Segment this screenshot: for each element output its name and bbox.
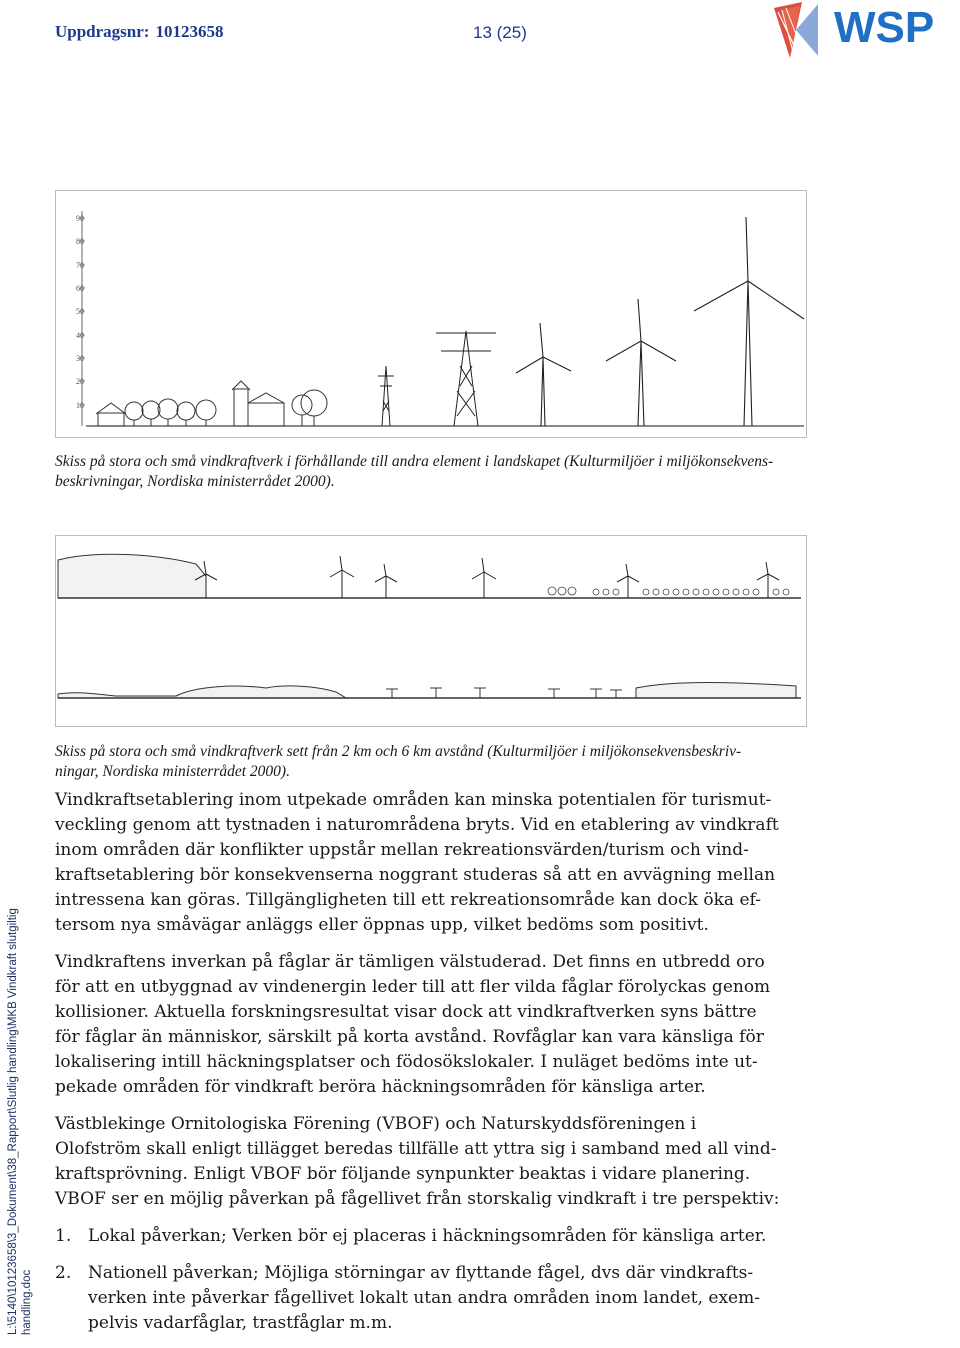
file-path-line1: L:\5140\10123658\3_Dokument\38_Rapport\Slutlig handling\MKB Vindkraft slutgiltig [7,908,19,1335]
y-tick: 40 [76,331,84,340]
y-tick: 70 [76,261,84,270]
file-path-line2: handling.doc [21,1269,33,1335]
scale-sketch-figure [55,190,807,438]
list-item-number: 1. [55,1226,72,1246]
large-wind-turbine-icon [694,217,804,426]
y-tick: 20 [76,377,84,386]
y-tick: 30 [76,354,84,363]
assignment-label: Uppdragsnr: [55,22,150,41]
y-tick: 10 [76,401,84,410]
list-item-number: 2. [55,1263,72,1283]
list-item [55,1224,780,1249]
distance-sketch-drawing [56,536,806,726]
near-turbines-icon [195,556,779,598]
figure1-caption: Skiss på stora och små vindkraftverk i förhållande till andra element i landskapet (Kulturmiljöer i miljökonsekvens-beskrivningar, Nordiska ministerrådet 2000). [55,453,774,490]
y-tick: 90 [76,214,84,223]
scale-sketch-drawing [56,191,806,437]
distance-sketch-figure [55,535,807,727]
impact-list [55,1224,780,1336]
logo-wordmark: WSP [834,3,935,52]
page-number: 13 (25) [473,23,527,42]
y-tick: 50 [76,307,84,316]
list-item-text: Nationell påverkan; Möjliga störningar av flyttande fågel, dvs där vindkrafts-verken inte påverkar fågellivet lokalt utan andra områden inom landet, exem-pelvis vadarfåglar, trastfåglar m.m. [88,1263,760,1333]
far-turbines-icon [386,688,622,698]
medium-wind-turbine-icon [606,299,676,426]
paragraph-birds: Vindkraftens inverkan på fåglar är tämligen välstuderad. Det finns en utbredd oro för att en utbyggnad av vindenergin leder till att fler vilda fåglar förolyckas genom kollisioner. Aktuella forskningsresultat visar dock att vindkraftverken syns bättre för fåglar än människor, särskilt på korta avstånd. Rovfåglar kan vara känsliga för lokalisering intill häckningsplatser och födosökslokaler. I nuläget bedöms inte ut-pekade områden för vindkraft beröra häckningsområden för känsliga arter. [55,952,771,1097]
wsp-logo [772,0,960,62]
tree-group-icon [125,399,216,426]
paragraph-vbof: Västblekinge Ornitologiska Förening (VBOF) och Naturskyddsföreningen i Olofström skall enligt tillägget beredas tillfälle att yttra sig i samband med all vind-kraftsprövning. Enligt VBOF bör följande synpunkter beaktas i vidare planering. VBOF ser en möjlig påverkan på fågellivet från storskalig vindkraft i tre perspektiv: [55,1114,780,1209]
list-item [55,1261,780,1336]
body-text [55,788,780,1348]
list-item-text: Lokal påverkan; Verken bör ej placeras i häckningsområden för känsliga arter. [88,1226,767,1246]
large-pylon-icon [436,331,496,426]
near-hedge-icon [548,587,789,595]
small-wind-turbine-icon [516,323,571,426]
house-icon [96,403,126,426]
assignment-value: 10123658 [155,22,224,41]
church-icon [232,381,327,426]
assignment-number [55,22,223,42]
y-tick: 60 [76,284,84,293]
file-path [6,895,34,1335]
small-pylon-icon [378,366,394,426]
figure2-caption: Skiss på stora och små vindkraftverk sett från 2 km och 6 km avstånd (Kulturmiljöer i miljökonsekvensbeskriv-ningar, Nordiska ministerrådet 2000). [55,743,742,780]
paragraph-tourism: Vindkraftsetablering inom utpekade områden kan minska potentialen för turismut-veckling genom att tystnaden i naturområdena bryts. Vid en etablering av vindkraft inom områden där konflikter uppstår mellan rekreationsvärden/turism och vind-kraftsetablering bör konsekvenserna noggrant studeras så att en avvägning mellan intressena kan göras. Tillgängligheten till ett rekreationsområde kan dock öka ef-tersom nya småvägar anläggs eller öppnas upp, vilket bedöms som positivt. [55,790,779,935]
y-tick: 80 [76,237,84,246]
